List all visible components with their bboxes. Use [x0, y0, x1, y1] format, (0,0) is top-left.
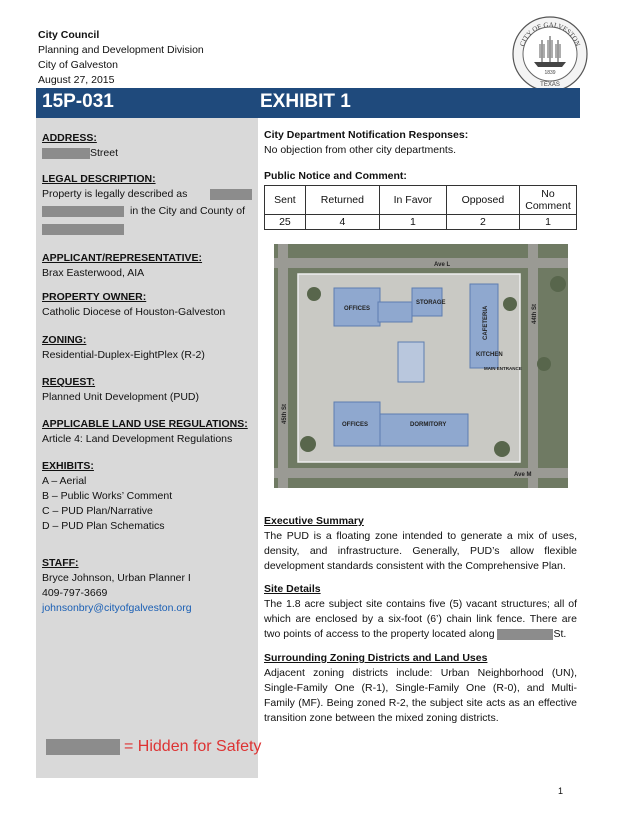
- zoning-label: ZONING:: [42, 334, 87, 346]
- regulations-value: Article 4: Land Development Regulations: [42, 433, 233, 445]
- aerial-label: Ave L: [434, 262, 451, 268]
- regulations-block: [42, 417, 252, 447]
- report-date: August 27, 2015: [38, 74, 115, 86]
- aerial-label: MAIN ENTRANCE: [484, 366, 522, 371]
- applicant-block: [42, 251, 252, 281]
- table-header-cell: Opposed: [446, 186, 519, 215]
- aerial-label: DORMITORY: [410, 422, 447, 428]
- exhibits-block: [42, 459, 252, 534]
- aerial-label: 44th St: [532, 303, 538, 324]
- owner-block: [42, 290, 252, 320]
- address-suffix: Street: [90, 147, 119, 159]
- city-seal-logo: [512, 16, 588, 92]
- staff-block: [42, 556, 252, 616]
- table-header-cell: Sent: [265, 186, 306, 215]
- staff-email-link[interactable]: johnsonbry@cityofgalveston.org: [42, 602, 192, 614]
- staff-phone: 409-797-3669: [42, 587, 108, 599]
- site-heading: Site Details: [264, 583, 321, 595]
- exhibits-label: EXHIBITS:: [42, 460, 94, 472]
- exhibit-item: B – Public Works’ Comment: [42, 490, 173, 502]
- applicant-label: APPLICANT/REPRESENTATIVE:: [42, 252, 203, 264]
- legal-description-block: [42, 172, 252, 237]
- redaction-legend: [46, 738, 261, 756]
- page-number: 1: [558, 786, 564, 796]
- table-header-cell: No Comment: [520, 186, 577, 215]
- redaction-box: [42, 224, 124, 235]
- table-cell: 25: [265, 215, 306, 230]
- surr-heading: Surrounding Zoning Districts and Land Uses: [264, 652, 488, 664]
- owner-label: PROPERTY OWNER:: [42, 291, 147, 303]
- redaction-box: [497, 629, 553, 640]
- table-cell: 2: [446, 215, 519, 230]
- surrounding-zoning: [264, 651, 577, 726]
- redaction-box: [42, 148, 90, 159]
- exhibit-item: D – PUD Plan Schematics: [42, 520, 165, 532]
- city-name: City of Galveston: [38, 59, 118, 71]
- request-block: [42, 375, 252, 405]
- dept-heading: City Department Notification Responses:: [264, 129, 469, 141]
- table-cell: 4: [305, 215, 379, 230]
- case-number: 15P-031: [42, 91, 114, 112]
- table-header-cell: In Favor: [379, 186, 446, 215]
- exec-text: The PUD is a floating zone intended to generate a mix of uses, density, and infrastructure. Generally, PUD’s allow flexible development standards consistent with the Comprehensive Plan.: [264, 530, 577, 572]
- document-header: [38, 28, 204, 88]
- legal-text-start: Property is legally described as: [42, 188, 188, 200]
- address-block: [42, 131, 252, 161]
- zoning-block: [42, 333, 252, 363]
- executive-summary: [264, 514, 577, 574]
- aerial-label: STORAGE: [416, 300, 446, 306]
- table-header-row: [265, 186, 577, 215]
- public-notice-table: [264, 185, 577, 230]
- applicant-value: Brax Easterwood, AIA: [42, 267, 145, 279]
- redaction-box: [42, 206, 124, 217]
- redaction-swatch: [46, 739, 120, 755]
- aerial-label: OFFICES: [342, 422, 369, 428]
- exec-heading: Executive Summary: [264, 515, 364, 527]
- title-banner: [36, 88, 580, 118]
- notice-heading: Public Notice and Comment:: [264, 170, 407, 182]
- surr-text: Adjacent zoning districts include: Urban Neighborhood (UN), Single-Family One (R-1), Single-Family One (R-0), and Multi-Family (MF). Being zoned R-2, the subject site acts as an effective transition zone between the mixed zoning districts.: [264, 667, 577, 724]
- legal-text-mid: in the City and County of: [130, 205, 245, 217]
- site-suffix: St.: [553, 628, 567, 640]
- aerial-label: 45th St: [282, 403, 288, 424]
- request-value: Planned Unit Development (PUD): [42, 391, 199, 403]
- seal-year: 1839: [544, 70, 556, 76]
- exhibit-item: C – PUD Plan/Narrative: [42, 505, 153, 517]
- exhibit-item: A – Aerial: [42, 475, 87, 487]
- legal-label: LEGAL DESCRIPTION:: [42, 173, 156, 185]
- org-name: City Council: [38, 29, 100, 41]
- aerial-label: OFFICES: [344, 306, 371, 312]
- table-cell: 1: [379, 215, 446, 230]
- table-cell: 1: [520, 215, 577, 230]
- zoning-value: Residential-Duplex-EightPlex (R-2): [42, 349, 205, 361]
- aerial-label: CAFETERIA: [483, 305, 489, 340]
- aerial-label: Ave M: [514, 472, 532, 478]
- exhibit-title: EXHIBIT 1: [260, 91, 351, 112]
- seal-bottom-text: TEXAS: [540, 82, 560, 88]
- staff-label: STAFF:: [42, 557, 79, 569]
- table-header-cell: Returned: [305, 186, 379, 215]
- staff-name: Bryce Johnson, Urban Planner I: [42, 572, 191, 584]
- division-name: Planning and Development Division: [38, 44, 204, 56]
- site-text: The 1.8 acre subject site contains five (5) vacant structures; all of which are enclosed by a six-foot (6’) chain link fence. There are two points of access to the property located along: [264, 598, 577, 640]
- dept-responses: [264, 128, 577, 158]
- address-label: ADDRESS:: [42, 132, 97, 144]
- redaction-box: [210, 189, 252, 200]
- site-details: [264, 582, 577, 642]
- dept-value: No objection from other city departments.: [264, 144, 457, 156]
- regulations-label: APPLICABLE LAND USE REGULATIONS:: [42, 418, 248, 430]
- request-label: REQUEST:: [42, 376, 96, 388]
- legend-text: = Hidden for Safety: [124, 738, 262, 755]
- aerial-site-plan-image: [274, 244, 568, 488]
- table-row: [265, 215, 577, 230]
- seal-top-text: CITY OF GALVESTON: [518, 20, 582, 48]
- owner-value: Catholic Diocese of Houston-Galveston: [42, 306, 226, 318]
- aerial-label: KITCHEN: [476, 352, 503, 358]
